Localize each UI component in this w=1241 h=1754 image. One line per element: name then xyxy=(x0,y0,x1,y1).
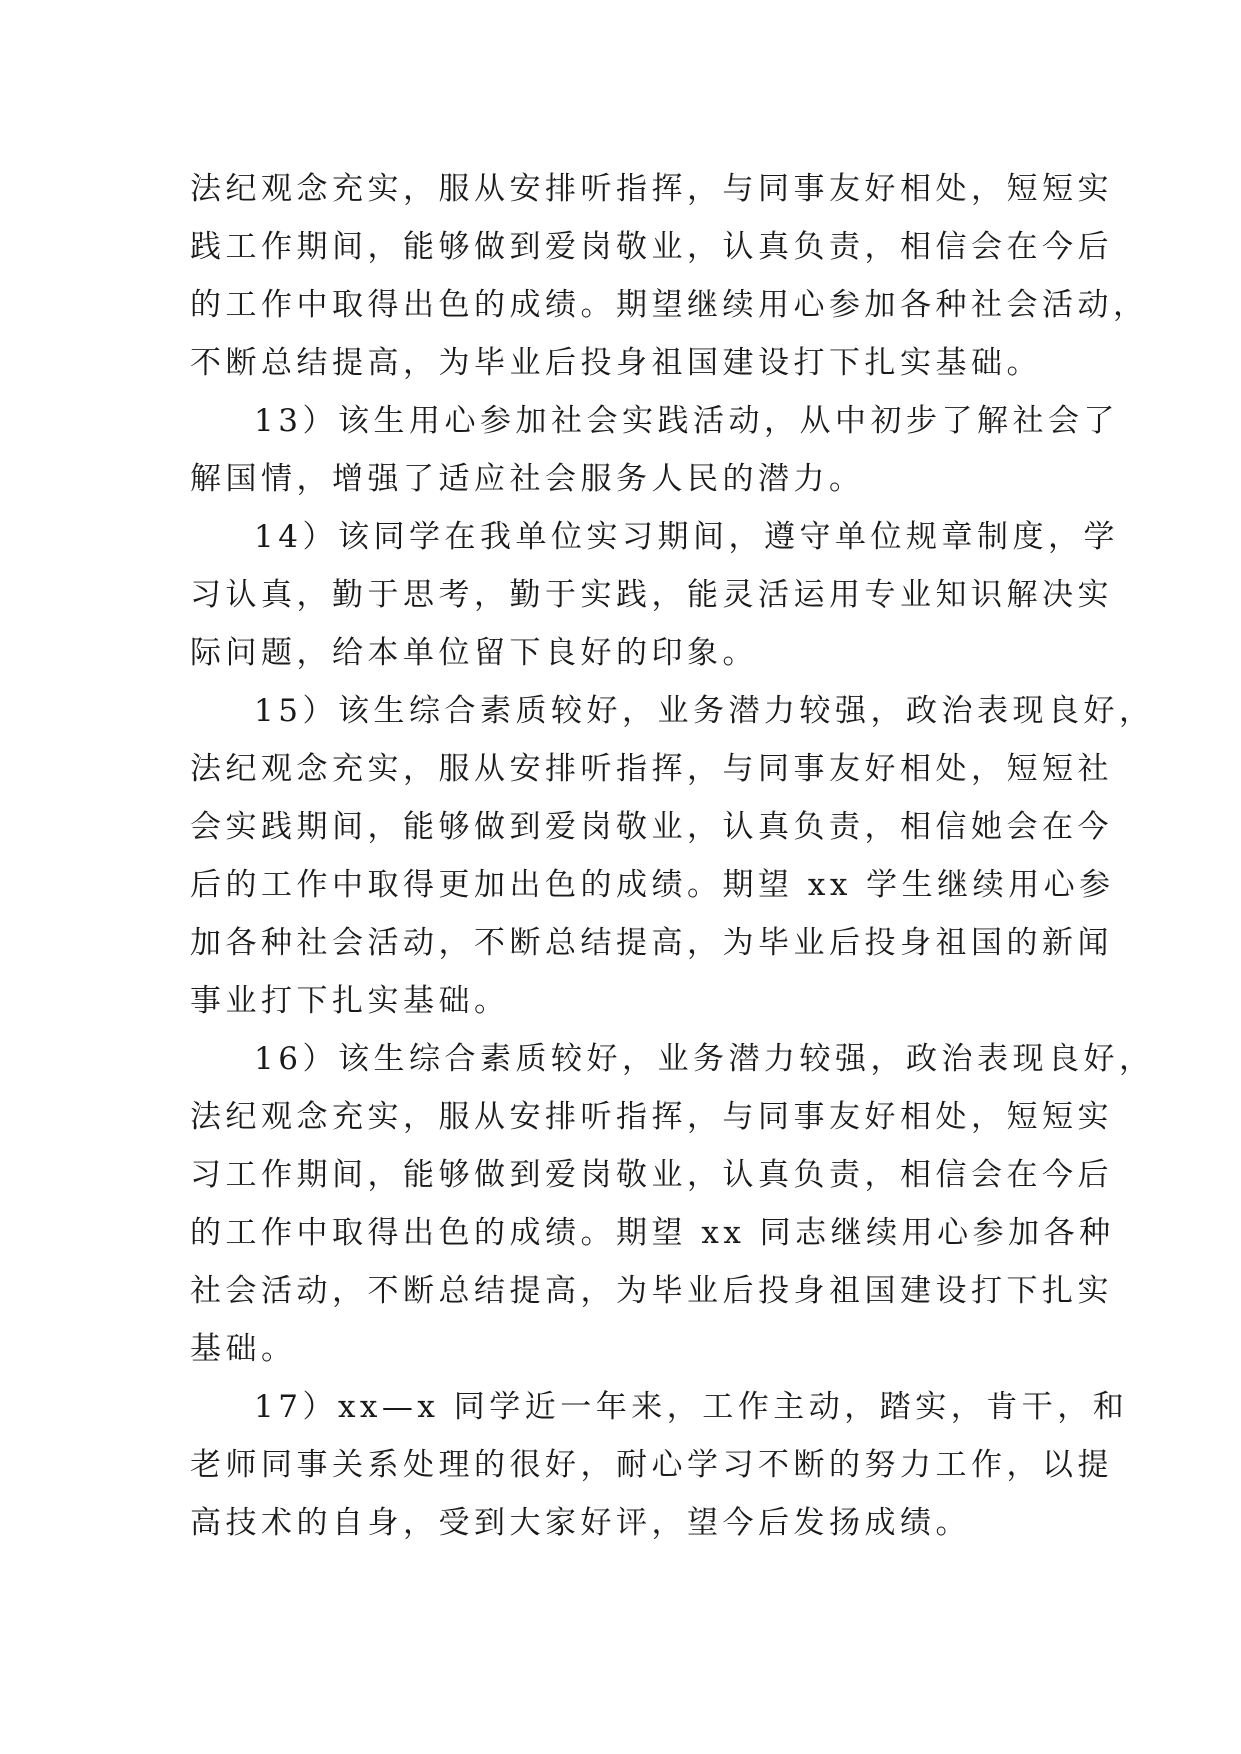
document-body xyxy=(190,160,1155,1552)
text-line: 习认真，勤于思考，勤于实践，能灵活运用专业知识解决实 xyxy=(190,577,1113,613)
text-line: 践工作期间，能够做到爱岗敬业，认真负责，相信会在今后 xyxy=(190,229,1113,265)
text-line: 不断总结提高，为毕业后投身祖国建设打下扎实基础。 xyxy=(190,345,1042,381)
text-line: 际问题，给本单位留下良好的印象。 xyxy=(190,635,758,671)
text-line: 16）该生综合素质较好，业务潜力较强，政治表现良好， xyxy=(254,1041,1155,1077)
text-line: 会实践期间，能够做到爱岗敬业，认真负责，相信她会在今 xyxy=(190,809,1113,845)
text-line: 13）该生用心参加社会实践活动，从中初步了解社会了 xyxy=(254,403,1119,439)
text-line: 老师同事关系处理的很好，耐心学习不断的努力工作，以提 xyxy=(190,1447,1113,1483)
text-line: 法纪观念充实，服从安排听指挥，与同事友好相处，短短实 xyxy=(190,171,1113,207)
text-line: 加各种社会活动，不断总结提高，为毕业后投身祖国的新闻 xyxy=(190,925,1113,961)
paragraph-17 xyxy=(190,1378,1129,1552)
text-line: 法纪观念充实，服从安排听指挥，与同事友好相处，短短实 xyxy=(190,1099,1113,1135)
paragraph-13 xyxy=(190,392,1119,508)
text-line: 解国情，增强了适应社会服务人民的潜力。 xyxy=(190,461,865,497)
text-line: 17）xx—x 同学近一年来，工作主动，踏实，肯干，和 xyxy=(254,1389,1129,1425)
paragraph-continuation xyxy=(190,160,1149,392)
text-line: 的工作中取得出色的成绩。期望继续用心参加各种社会活动， xyxy=(190,287,1149,323)
text-line: 法纪观念充实，服从安排听指挥，与同事友好相处，短短社 xyxy=(190,751,1113,787)
paragraph-16 xyxy=(190,1030,1155,1378)
text-line: 高技术的自身，受到大家好评，望今后发扬成绩。 xyxy=(190,1505,971,1541)
text-line: 后的工作中取得更加出色的成绩。期望 xx 学生继续用心参 xyxy=(190,867,1115,903)
text-line: 14）该同学在我单位实习期间，遵守单位规章制度，学 xyxy=(254,519,1119,555)
text-line: 基础。 xyxy=(190,1331,297,1367)
text-line: 事业打下扎实基础。 xyxy=(190,983,510,1019)
paragraph-14 xyxy=(190,508,1119,682)
text-line: 的工作中取得出色的成绩。期望 xx 同志继续用心参加各种 xyxy=(190,1215,1115,1251)
text-line: 习工作期间，能够做到爱岗敬业，认真负责，相信会在今后 xyxy=(190,1157,1113,1193)
paragraph-15 xyxy=(190,682,1155,1030)
text-line: 社会活动，不断总结提高，为毕业后投身祖国建设打下扎实 xyxy=(190,1273,1113,1309)
text-line: 15）该生综合素质较好，业务潜力较强，政治表现良好， xyxy=(254,693,1155,729)
